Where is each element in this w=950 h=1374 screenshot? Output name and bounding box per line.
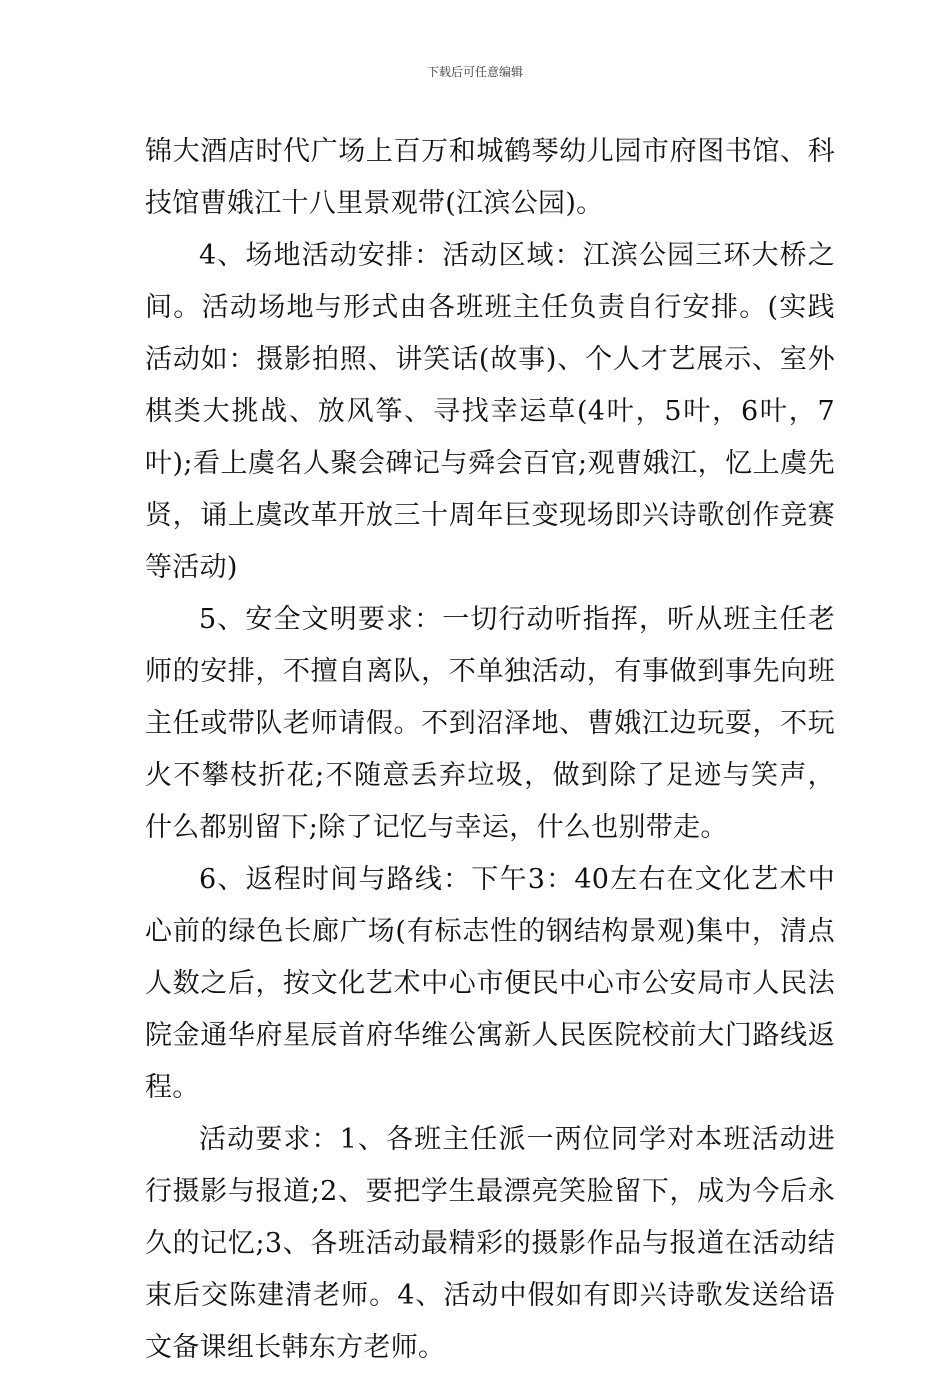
document-body	[145, 126, 835, 1374]
paragraph-return-route: 6、返程时间与路线：下午3：40左右在文化艺术中心前的绿色长廊广场(有标志性的钢结构景观)集中，清点人数之后，按文化艺术中心市便民中心市公安局市人民法院金通华府星辰首府华维公寓新人民医院校前大门路线返程。	[145, 864, 835, 1103]
paragraph-venue-list: 锦大酒店时代广场上百万和城鹤琴幼儿园市府图书馆、科技馆曹娥江十八里景观带(江滨公园)。	[145, 136, 835, 219]
page-header: 下载后可任意编辑	[426, 65, 523, 79]
paragraph-activity-requirements: 活动要求：1、各班主任派一两位同学对本班活动进行摄影与报道;2、要把学生最漂亮笑脸留下，成为今后永久的记忆;3、各班活动最精彩的摄影作品与报道在活动结束后交陈建清老师。4、活动中假如有即兴诗歌发送给语文备课组长韩东方老师。	[145, 1124, 835, 1363]
paragraph-safety-requirements: 5、安全文明要求：一切行动听指挥，听从班主任老师的安排，不擅自离队，不单独活动，有事做到事先向班主任或带队老师请假。不到沼泽地、曹娥江边玩耍，不玩火不攀枝折花;不随意丢弃垃圾，做到除了足迹与笑声，什么都别留下;除了记忆与幸运，什么也别带走。	[145, 604, 835, 843]
paragraph-activity-arrangement: 4、场地活动安排：活动区域：江滨公园三环大桥之间。活动场地与形式由各班班主任负责自行安排。(实践活动如：摄影拍照、讲笑话(故事)、个人才艺展示、室外棋类大挑战、放风筝、寻找幸运草(4叶，5叶，6叶，7叶);看上虞名人聚会碑记与舜会百官;观曹娥江，忆上虞先贤，诵上虞改革开放三十周年巨变现场即兴诗歌创作竞赛等活动)	[145, 240, 835, 583]
